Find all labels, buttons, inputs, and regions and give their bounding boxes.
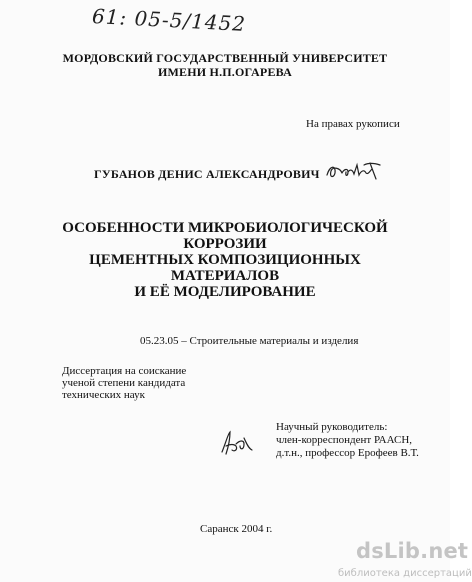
university-header: [0, 51, 450, 79]
degree-statement: [62, 365, 262, 401]
degree-line2: ученой степени кандидата: [62, 377, 186, 389]
degree-line1: Диссертация на соискание: [62, 365, 187, 377]
advisor-line2: член-корреспондент РААСН,: [276, 434, 413, 446]
watermark-subtitle: библиотека диссертаций: [338, 568, 472, 579]
advisor-line3: д.т.н., профессор Ерофеев В.Т.: [276, 447, 419, 459]
manuscript-rights-note: На правах рукописи: [306, 118, 400, 130]
title-line1: ОСОБЕННОСТИ МИКРОБИОЛОГИЧЕСКОЙ: [62, 220, 388, 236]
title-line4: МАТЕРИАЛОВ: [170, 268, 280, 284]
title-line5: И ЕЁ МОДЕЛИРОВАНИЕ: [134, 284, 316, 300]
author-signature: [324, 159, 384, 183]
dissertation-title: [0, 220, 450, 300]
handwritten-catalog-number: 61: 05-5/1452: [91, 3, 247, 37]
city-and-year: Саранск 2004 г.: [200, 523, 273, 535]
advisor-signature: [218, 428, 258, 458]
university-name-line1: МОРДОВСКИЙ ГОСУДАРСТВЕННЫЙ УНИВЕРСИТЕТ: [62, 51, 388, 65]
advisor-line1: Научный руководитель:: [276, 421, 388, 433]
scientific-advisor: [276, 421, 446, 460]
title-line3: ЦЕМЕНТНЫХ КОМПОЗИЦИОННЫХ: [89, 252, 361, 268]
specialty-code: 05.23.05 – Строительные материалы и изделия: [140, 335, 359, 347]
watermark-main-text: dsLib.net: [356, 539, 469, 563]
university-name-line2: ИМЕНИ Н.П.ОГАРЕВА: [158, 65, 292, 79]
dslib-watermark-logo: [338, 535, 472, 582]
degree-line3: технических наук: [62, 389, 145, 401]
title-line2: КОРРОЗИИ: [183, 236, 267, 252]
author-name: ГУБАНОВ ДЕНИС АЛЕКСАНДРОВИЧ: [94, 167, 320, 181]
